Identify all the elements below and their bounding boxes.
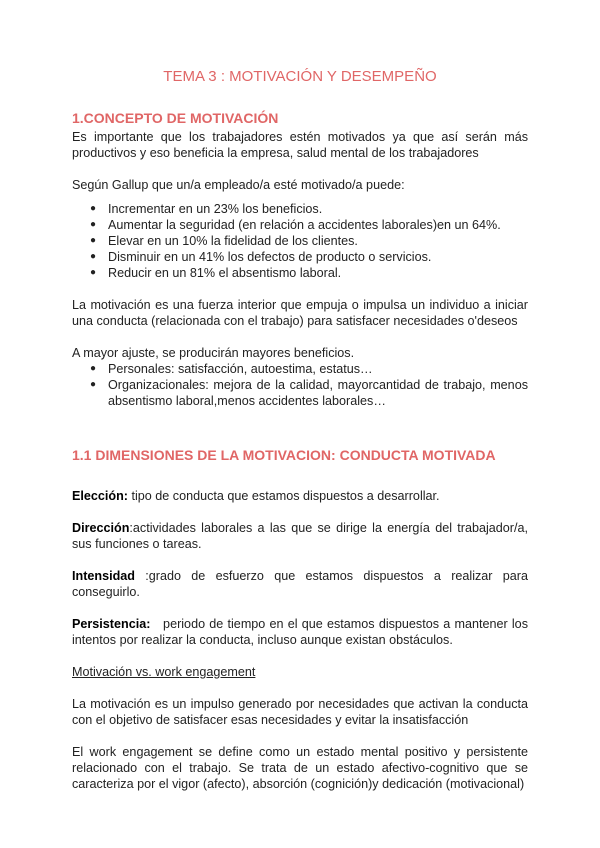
section-heading-dimensiones: 1.1 DIMENSIONES DE LA MOTIVACION: CONDUCTA MOTIVADA: [72, 447, 496, 463]
list-item: ● Incrementar en un 23% los beneficios.: [90, 202, 323, 216]
subheading-motivacion-vs-engagement: Motivación vs. work engagement: [72, 665, 256, 679]
list-item: ● Personales: satisfacción, autoestima, estatus…: [90, 362, 373, 376]
bullet-icon: ●: [90, 363, 97, 374]
bullet-icon: ●: [90, 203, 97, 214]
motivation-paragraph: La motivación es un impulso generado por necesidades que activan la conducta con el objetivo de satisfacer esas necesidades y evitar la insatisfacción: [72, 697, 528, 727]
list-item: ● Elevar en un 10% la fidelidad de los clientes.: [90, 234, 358, 248]
page-title: TEMA 3 : MOTIVACIÓN Y DESEMPEÑO: [163, 68, 437, 85]
definition-paragraph: La motivación es una fuerza interior que empuja o impulsa un individuo a iniciar una conducta (relacionada con el trabajo) para satisfacer necesidades o'deseos: [72, 298, 528, 328]
list-item: ● Aumentar la seguridad (en relación a accidentes laborales)en un 64%.: [90, 218, 501, 232]
bullet-icon: ●: [90, 379, 97, 390]
bullet-icon: ●: [90, 251, 97, 262]
engagement-paragraph: El work engagement se define como un estado mental positivo y persistente relacionado con el trabajo. Se trata de un estado afectivo-cognitivo que se caracteriza por el vigor (afecto), absorción (cognición)y dedicación (motivacional): [72, 745, 528, 791]
gallup-list: [72, 201, 528, 281]
dimension-direccion: Dirección:actividades laborales a las que se dirige la energía del trabajador/a, sus funciones o tareas.: [72, 521, 528, 551]
list-item: ● Disminuir en un 41% los defectos de producto o servicios.: [90, 250, 432, 264]
list-item: ● Organizacionales: mejora de la calidad, mayorcantidad de trabajo, menos absentismo laboral,menos accidentes laborales…: [90, 378, 528, 408]
bullet-icon: ●: [90, 235, 97, 246]
intro-paragraph: Es importante que los trabajadores estén motivados ya que así serán más productivos y eso beneficia la empresa, salud mental de los trabajadores: [72, 130, 528, 160]
bullet-icon: ●: [90, 267, 97, 278]
ajuste-intro: A mayor ajuste, se producirán mayores beneficios.: [72, 346, 355, 360]
section-heading-concepto: 1.CONCEPTO DE MOTIVACIÓN: [72, 110, 279, 126]
dimension-eleccion: Elección: tipo de conducta que estamos dispuestos a desarrollar.: [72, 489, 440, 503]
gallup-intro: Según Gallup que un/a empleado/a esté motivado/a puede:: [72, 178, 405, 192]
bullet-icon: ●: [90, 219, 97, 230]
ajuste-list: [72, 361, 528, 409]
dimension-intensidad: Intensidad :grado de esfuerzo que estamos dispuestos a realizar para conseguirlo.: [72, 569, 528, 599]
dimension-persistencia: Persistencia: periodo de tiempo en el que estamos dispuestos a mantener los intentos por realizar la conducta, incluso aunque existan obstáculos.: [72, 617, 532, 647]
list-item: ● Reducir en un 81% el absentismo laboral.: [90, 266, 342, 280]
